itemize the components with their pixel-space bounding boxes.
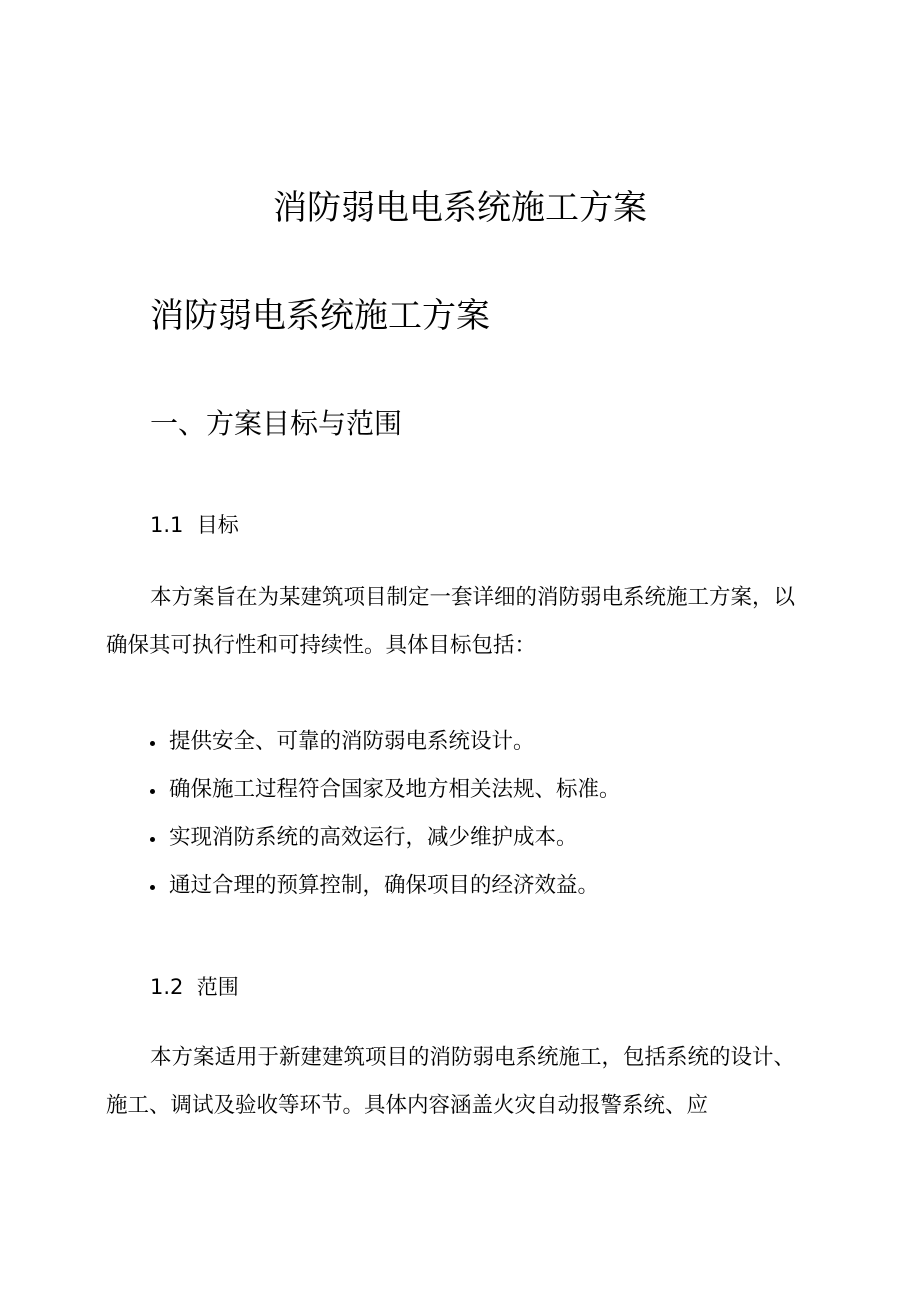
subsection-heading-1-2: 1.2 范围 xyxy=(150,975,239,999)
list-item xyxy=(150,814,621,862)
scope-paragraph: 本方案适用于新建建筑项目的消防弱电系统施工，包括系统的设计、施工、调试及验收等环节。具体内容涵盖火灾自动报警系统、应 xyxy=(106,1045,796,1118)
section-heading-1: 一、方案目标与范围 xyxy=(150,407,403,440)
list-item xyxy=(150,718,621,766)
bullet-icon xyxy=(150,741,155,746)
bullet-icon xyxy=(150,789,155,794)
list-item-text: 确保施工过程符合国家及地方相关法规、标准。 xyxy=(169,777,621,802)
goal-paragraph: 本方案旨在为某建筑项目制定一套详细的消防弱电系统施工方案，以确保其可执行性和可持续性。具体目标包括： xyxy=(106,585,796,658)
list-item-text: 提供安全、可靠的消防弱电系统设计。 xyxy=(169,729,535,754)
list-item-text: 通过合理的预算控制，确保项目的经济效益。 xyxy=(169,873,600,898)
main-heading: 消防弱电系统施工方案 xyxy=(150,296,490,336)
list-item xyxy=(150,862,621,910)
document-title: 消防弱电电系统施工方案 xyxy=(273,188,647,228)
bullet-icon xyxy=(150,885,155,890)
list-item xyxy=(150,766,621,814)
list-item-text: 实现消防系统的高效运行，减少维护成本。 xyxy=(169,825,578,850)
subsection-heading-1-1: 1.1 目标 xyxy=(150,513,239,537)
goal-list xyxy=(150,718,621,910)
bullet-icon xyxy=(150,837,155,842)
